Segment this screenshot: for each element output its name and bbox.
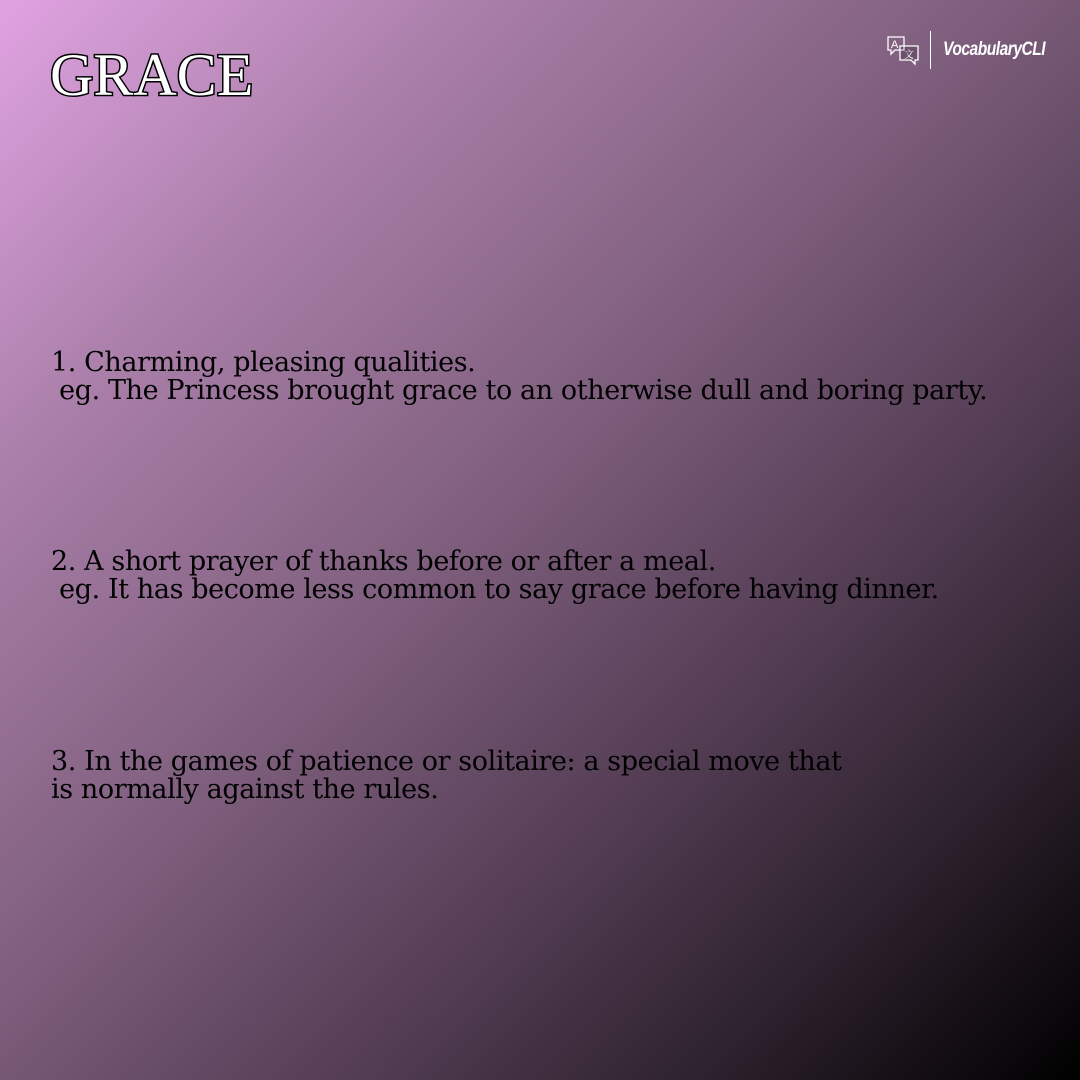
definition-text: 3. In the games of patience or solitaire: a special move that is normally against the rules. (51, 746, 842, 805)
svg-text:A: A (891, 39, 899, 51)
brand-divider (930, 31, 931, 69)
brand-logo (886, 30, 1054, 70)
svg-text:文: 文 (904, 50, 915, 61)
definition-text: 2. A short prayer of thanks before or after a meal. (51, 546, 716, 577)
definition-1 (51, 349, 1051, 405)
definition-example: eg. The Princess brought grace to an otherwise dull and boring party. (51, 375, 988, 406)
word-title: GRACE (50, 42, 254, 108)
translate-icon (886, 33, 920, 67)
definition-example: eg. It has become less common to say grace before having dinner. (51, 574, 939, 605)
definition-3 (51, 748, 1051, 804)
brand-name: VocabularyCLI (943, 39, 1046, 60)
definition-2 (51, 548, 1051, 604)
definition-text: 1. Charming, pleasing qualities. (51, 347, 476, 378)
